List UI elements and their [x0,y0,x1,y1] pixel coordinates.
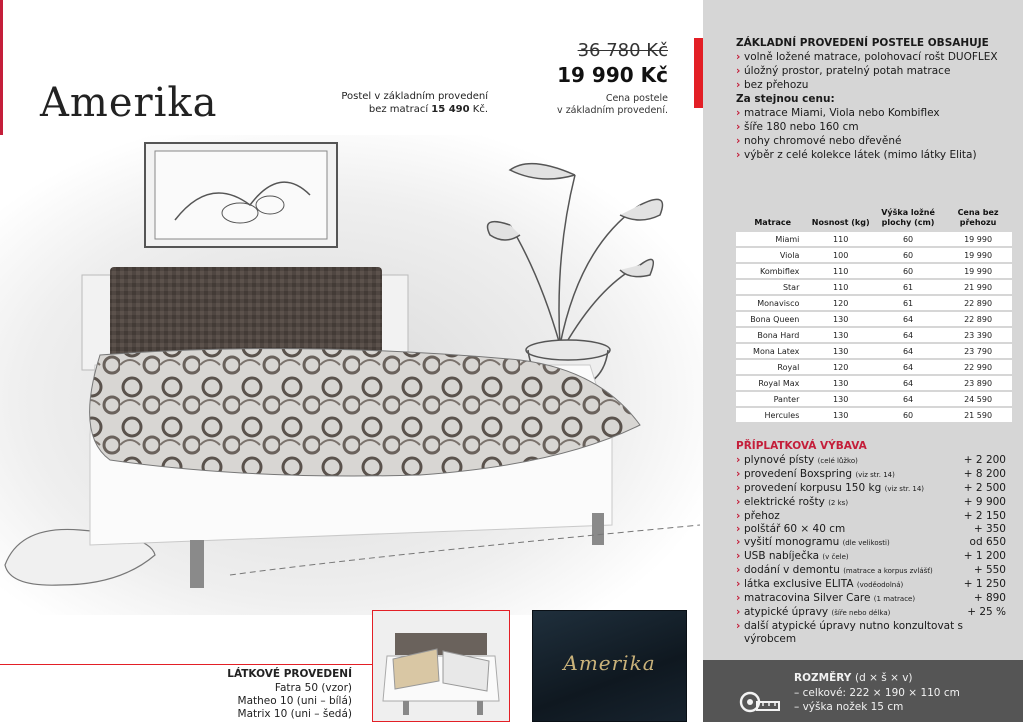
extra-item-label: polštář 60 × 40 cm [744,523,846,535]
extras-section [736,440,1006,646]
extras-title: PŘÍPLATKOVÁ VÝBAVA [736,440,867,452]
height-cell: 64 [872,327,944,343]
fabric-item: Matrix 10 (uni – šedá) [237,708,352,720]
product-title: Amerika [40,80,218,126]
basic-item: › bez přehozu [736,78,1016,92]
price-cell: 19 990 [944,263,1012,279]
tape-measure-icon [739,690,781,714]
extra-item-note: (šíře nebo délka) [831,609,891,617]
height-cell: 64 [872,343,944,359]
extra-item-price: + 890 [973,592,1006,604]
new-price: 19 990 Kč [557,63,668,87]
capacity-cell: 110 [809,232,872,247]
bed-headboard-upholstery [110,267,382,359]
fabric-variants [200,668,352,721]
monogram-thumbnail [532,610,687,722]
extra-item-text [744,523,845,536]
extra-item-text [744,536,890,550]
capacity-cell: 130 [809,407,872,423]
extra-item-label: atypické úpravy [744,606,829,618]
mattress-name-cell: Royal Max [736,375,809,391]
col-mattress: Matrace [754,218,792,227]
extra-item-text [744,454,858,468]
capacity-cell: 130 [809,375,872,391]
mattress-row [736,279,1012,295]
basic-item: › volně ložené matrace, polohovací rošt DUOFLEX [736,50,1016,64]
extra-item-label: provedení korpusu 150 kg [744,482,882,494]
same-price-item: › šíře 180 nebo 160 cm [736,120,1016,134]
fabric-item: Matheo 10 (uni – bílá) [237,695,352,707]
extra-item-price: + 350 [973,523,1006,535]
dimensions-title-text: ROZMĚRY [794,672,852,684]
mattress-table-body [736,232,1012,423]
extra-item-label: další atypické úpravy nutno konzultovat s výrobcem [744,620,964,645]
mattress-row [736,343,1012,359]
extra-item-label: přehoz [744,510,780,522]
extra-item-label: látka exclusive ELITA [744,578,854,590]
extra-item-label: provedení Boxspring [744,468,853,480]
extra-item [736,536,1006,550]
col-capacity: Nosnost (kg) [811,218,870,227]
price-cell: 21 590 [944,407,1012,423]
same-price-heading: Za stejnou cenu: [736,93,835,105]
red-marker [694,38,703,108]
mattress-table-header [736,206,1012,232]
extra-item [736,578,1006,592]
extra-item-note: (celé lůžko) [817,457,858,465]
base-note-price: 15 490 [431,104,470,115]
bed-open-storage-thumbnail [372,610,510,722]
capacity-cell: 130 [809,327,872,343]
capacity-cell: 130 [809,311,872,327]
fabric-title: LÁTKOVÉ PROVEDENÍ [227,668,352,680]
height-cell: 61 [872,295,944,311]
extra-item-note: (voděodolná) [856,581,904,589]
extra-item-price: + 1 200 [963,550,1006,562]
base-note-line1: Postel v základním provedení [341,91,488,102]
price-block [520,40,668,117]
thumbnail-sketch [373,611,509,721]
capacity-cell: 100 [809,247,872,263]
extra-item-label: matracovina Silver Care [744,592,871,604]
extra-item [736,510,1006,523]
extra-item-note: (1 matrace) [873,595,916,603]
price-cell: 23 790 [944,343,1012,359]
base-note-suffix: Kč. [472,104,488,115]
extra-item-text [744,510,780,523]
mattress-row [736,232,1012,247]
mattress-row [736,391,1012,407]
mattress-name-cell: Bona Queen [736,311,809,327]
extra-item-label: vyšití monogramu [744,536,840,548]
extra-item-text [744,592,915,606]
extra-item [736,496,1006,510]
extra-item [736,564,1006,578]
extra-item-price: + 1 250 [963,578,1006,590]
mattress-name-cell: Mona Latex [736,343,809,359]
bed-leg-front-right [592,513,604,545]
basic-item: › úložný prostor, pratelný potah matrace [736,64,1016,78]
extra-item-text [744,550,849,564]
price-note-line2: v základním provedení. [557,105,668,116]
extra-item-label: plynové písty [744,454,815,466]
extra-item-price: + 550 [973,564,1006,576]
mattress-name-cell: Royal [736,359,809,375]
mattress-row [736,375,1012,391]
height-cell: 64 [872,359,944,375]
same-price-item: › matrace Miami, Viola nebo Kombiflex [736,106,1016,120]
extras-list [736,454,1006,646]
dimensions-title-note: (d × š × v) [855,672,913,684]
same-price-item: › výběr z celé kolekce látek (mimo látky Elita) [736,148,1016,162]
extra-item-note: (matrace a korpus zvlášť) [843,567,933,575]
extra-item-label: elektrické rošty [744,496,825,508]
mattress-row [736,311,1012,327]
same-price-item: › nohy chromové nebo dřevěné [736,134,1016,148]
monogram-logo: Amerika [563,651,656,675]
col-height: Výška ložné plochy (cm) [881,208,935,227]
extra-item-text [744,620,1006,646]
dimensions-footer [703,660,1023,722]
fabric-item: Fatra 50 (vzor) [274,682,352,694]
mattress-name-cell: Star [736,279,809,295]
extra-item [736,606,1006,620]
extra-item-text [744,578,903,592]
extra-item [736,523,1006,536]
extra-item-note: (2 ks) [828,499,849,507]
base-price-note [330,90,488,116]
bed-scene-svg [0,135,703,615]
extra-item [736,482,1006,496]
extra-item-price: + 25 % [967,606,1006,618]
extra-item-price: + 9 900 [963,496,1006,508]
capacity-cell: 110 [809,279,872,295]
height-cell: 64 [872,391,944,407]
base-note-prefix: bez matrací [368,104,429,115]
extra-item [736,620,1006,646]
spec-panel [703,0,1023,722]
extra-item-label: dodání v demontu [744,564,840,576]
capacity-cell: 120 [809,295,872,311]
basic-equipment [736,36,1016,162]
mattress-row [736,263,1012,279]
extra-item-price: + 2 150 [963,510,1006,522]
mattress-table [736,206,1012,424]
height-cell: 61 [872,279,944,295]
capacity-cell: 120 [809,359,872,375]
bed-illustration [0,135,703,615]
mattress-name-cell: Monavisco [736,295,809,311]
price-cell: 19 990 [944,247,1012,263]
extra-item [736,592,1006,606]
price-note-line1: Cena postele [605,93,668,104]
mattress-row [736,407,1012,423]
extra-item-text [744,496,848,510]
mattress-row [736,295,1012,311]
height-cell: 64 [872,375,944,391]
mattress-name-cell: Viola [736,247,809,263]
extra-item-text [744,468,895,482]
capacity-cell: 130 [809,343,872,359]
extra-item-text [744,564,933,578]
mattress-row [736,247,1012,263]
extra-item-price: od 650 [969,536,1006,548]
price-note [520,93,668,117]
mattress-name-cell: Miami [736,232,809,247]
height-cell: 64 [872,311,944,327]
bed-leg-front-left [190,540,204,588]
extra-item-text [744,482,924,496]
height-cell: 60 [872,263,944,279]
base-note-line2 [330,103,488,116]
price-cell: 24 590 [944,391,1012,407]
extra-item-note: (viz str. 14) [855,471,895,479]
price-cell: 22 990 [944,359,1012,375]
old-price: 36 780 Kč [577,40,668,61]
fabric-divider-line [0,664,372,665]
price-cell: 23 890 [944,375,1012,391]
dimensions-leg-height: – výška nožek 15 cm [794,701,904,713]
extra-item-price: + 2 500 [963,482,1006,494]
mattress-name-cell: Kombiflex [736,263,809,279]
wall-picture [145,143,337,247]
extra-item-text [744,606,890,620]
price-cell: 22 890 [944,295,1012,311]
mattress-row [736,359,1012,375]
mattress-row [736,327,1012,343]
extra-item [736,454,1006,468]
price-cell: 19 990 [944,232,1012,247]
extra-item-note: (v čele) [822,553,849,561]
col-price: Cena bez přehozu [957,208,999,227]
price-cell: 21 990 [944,279,1012,295]
height-cell: 60 [872,407,944,423]
price-cell: 22 890 [944,311,1012,327]
extra-item-price: + 8 200 [963,468,1006,480]
capacity-cell: 110 [809,263,872,279]
price-cell: 23 390 [944,327,1012,343]
extra-item-label: USB nabíječka [744,550,820,562]
height-cell: 60 [872,247,944,263]
mattress-name-cell: Panter [736,391,809,407]
dimensions-title [794,672,913,684]
extra-item-price: + 2 200 [963,454,1006,466]
capacity-cell: 130 [809,391,872,407]
height-cell: 60 [872,232,944,247]
dimensions-overall: – celkové: 222 × 190 × 110 cm [794,687,960,699]
mattress-name-cell: Hercules [736,407,809,423]
extra-item-note: (viz str. 14) [884,485,925,493]
extra-item [736,468,1006,482]
extra-item-note: (dle velikosti) [842,539,890,547]
extra-item [736,550,1006,564]
mattress-name-cell: Bona Hard [736,327,809,343]
basic-equipment-heading: ZÁKLADNÍ PROVEDENÍ POSTELE OBSAHUJE [736,37,989,49]
